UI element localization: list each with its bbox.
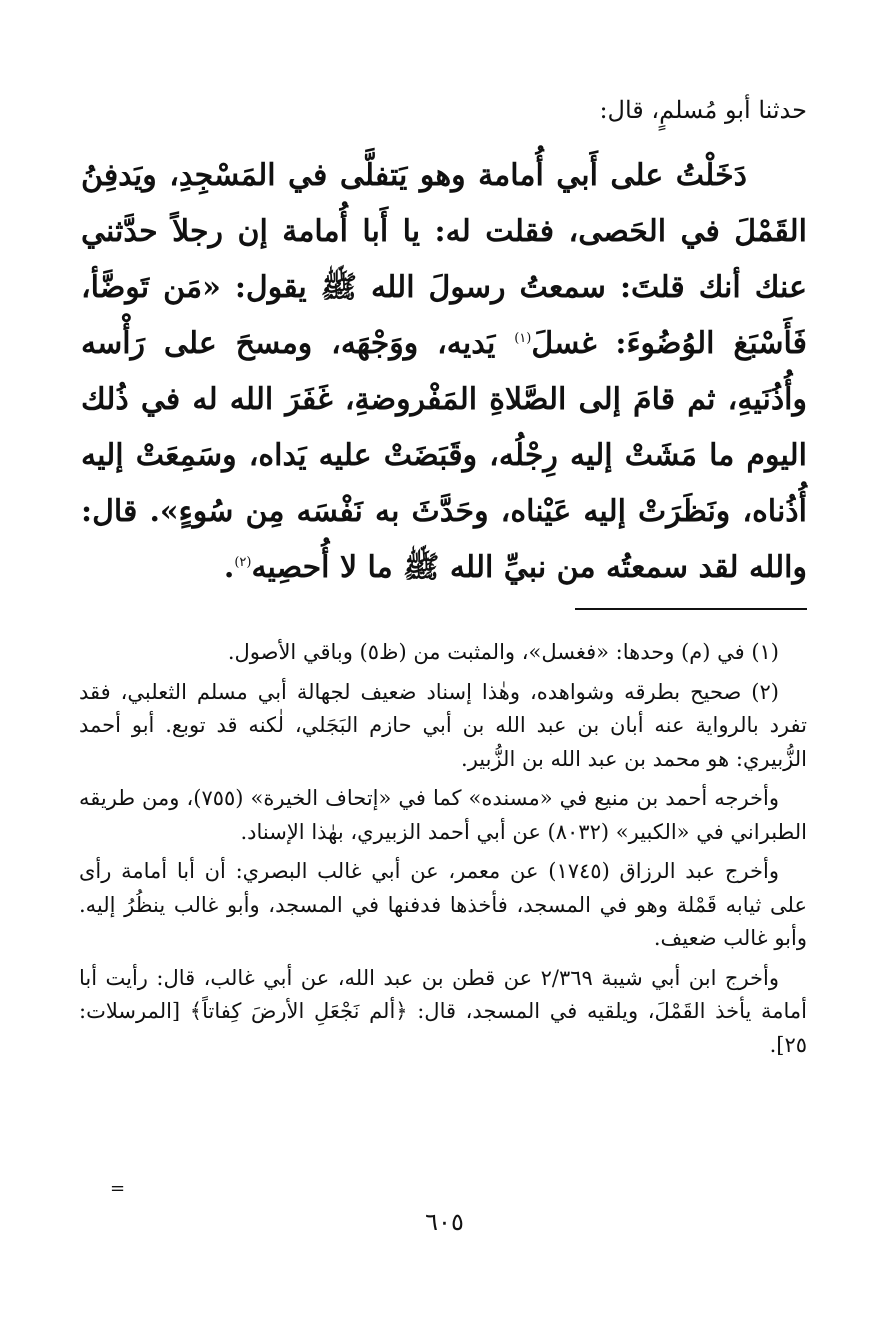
hadith-text bbox=[81, 148, 807, 596]
footnote-separator bbox=[575, 608, 807, 610]
continuation-mark: = bbox=[110, 1178, 126, 1199]
hadith-end: . bbox=[223, 550, 235, 585]
hadith-paragraph bbox=[81, 148, 807, 596]
isnad-intro: حدثنا أبو مُسلمٍ، قال: bbox=[599, 96, 807, 124]
footnote-2: (٢) صحيح بطرقه وشواهده، وهٰذا إسناد ضعيف لجهالة أبي مسلم الثعلبي، فقد تفرد بالرواية عنه أبان بن عبد الله بن أبي حازم البَجَلي، لٰكنه قد توبع. أبو أحمد الزُّبيري: هو محمد بن عبد الله بن الزُّبير. bbox=[79, 679, 807, 771]
hadith-part-1: دَخَلْتُ على أَبي أُمامة وهو يَتفلَّى في المَسْجِدِ، ويَدفِنُ القَمْلَ في الحَصى، فقلت له: يا أَبا أُمامة إن رجلاً حدَّثني عنك أنك قلتَ: سمعتُ رسولَ الله ﷺ يقول: «مَن تَوضَّأ، فَأَسْبَغ الوُضُوءَ: غسلَ bbox=[81, 158, 807, 361]
footnote-2-cont-a: وأخرجه أحمد بن منيع في «مسنده» كما في «إتحاف الخيرة» (٧٥٥)، ومن طريقه الطبراني في «الكبير» (٨٠٣٢) عن أبي أحمد الزبيري، بهٰذا الإسناد. bbox=[79, 786, 807, 844]
footnote-2-cont-c: وأخرج ابن أبي شيبة ٢/٣٦٩ عن قطن بن عبد الله، عن أبي غالب، قال: رأيت أبا أمامة يأخذ القَمْلَ، ويلقيه في المسجد، قال: ﴿ألم نَجْعَلِ الأرضَ كِفاتاً﴾ [المرسلات: ٢٥]. bbox=[79, 965, 807, 1057]
footnote-1: (١) في (م) وحدها: «فغسل»، والمثبت من (ظ٥) وباقي الأصول. bbox=[227, 640, 779, 664]
footnotes bbox=[79, 636, 807, 1068]
page-number: ٦٠٥ bbox=[425, 1208, 464, 1236]
footnote-ref-2[interactable]: (٢) bbox=[234, 555, 252, 570]
hadith-part-2: يَديه، ووَجْهَه، ومسحَ على رَأْسه وأُذُنَيهِ، ثم قامَ إلى الصَّلاةِ المَفْروضةِ، غَفَرَ الله له في ذُلك اليوم ما مَشَتْ إليه رِجْلُه، وقَبَضَتْ عليه يَداه، وسَمِعَتْ إليه أُذُناه، ونَظَرَتْ إليه عَيْناه، وحَدَّثَ به نَفْسَه مِن سُوءٍ». قال: والله لقد سمعتُه من نبيِّ الله ﷺ ما لا أُحصِيه bbox=[81, 326, 807, 585]
footnote-2-cont-b: وأخرج عبد الرزاق (١٧٤٥) عن معمر، عن أبي غالب البصري: أن أبا أمامة رأى على ثيابه قَمْلة وهو في المسجد، فأخذها فدفنها في المسجد، وأبو غالب ينظُرُ إليه. وأبو غالب ضعيف. bbox=[79, 859, 807, 950]
footnote-ref-1[interactable]: (١) bbox=[514, 331, 532, 346]
